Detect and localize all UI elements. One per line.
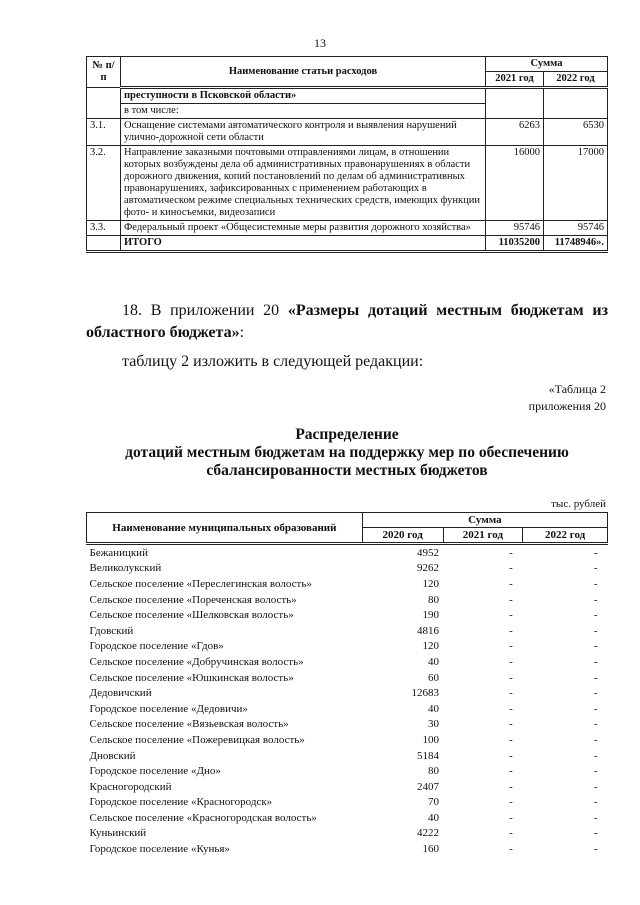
- value-2021: -: [509, 733, 513, 746]
- value-2020: 120: [422, 640, 440, 653]
- table-row: [87, 670, 608, 686]
- value-2022: -: [593, 843, 598, 856]
- value-2022: -: [593, 562, 598, 575]
- value-2022: -: [593, 780, 598, 793]
- col-header-2022: 2022 год: [544, 72, 608, 88]
- value-2022: -: [593, 624, 598, 637]
- col-header-municipality: Наименование муниципальных образований: [87, 513, 363, 544]
- value-2020: 12683: [411, 687, 440, 700]
- value-2020: 100: [422, 733, 440, 746]
- value-2022: -: [593, 733, 598, 746]
- value-2021: -: [509, 843, 513, 856]
- municipality-name: Сельское поселение «Шелковская волость»: [89, 609, 294, 622]
- value-2022: -: [593, 796, 598, 809]
- table-note-line2: приложения 20: [528, 399, 606, 413]
- table-row: [87, 623, 608, 639]
- value-2022: -: [593, 811, 598, 824]
- municipality-name: Сельское поселение «Вязьевская волость»: [89, 718, 289, 731]
- municipality-name: Дедовичский: [89, 687, 152, 700]
- table-row: [87, 826, 608, 842]
- table-row: [87, 685, 608, 701]
- municipality-name: Сельское поселение «Юшкинская волость»: [89, 671, 294, 684]
- value-2020: 40: [428, 702, 440, 715]
- municipality-name: Куньинский: [89, 827, 147, 840]
- col-header-sum: Сумма: [362, 513, 607, 528]
- value-2021: -: [509, 702, 513, 715]
- municipality-name: Сельское поселение «Красногородская волость»: [89, 811, 317, 824]
- col-header-sum: Сумма: [486, 57, 608, 72]
- value-2022: -: [593, 609, 598, 622]
- table-row: [87, 732, 608, 748]
- value-2020: 40: [428, 811, 440, 824]
- table-row: [87, 763, 608, 779]
- value-2020: 70: [428, 796, 440, 809]
- value-2021: -: [509, 546, 513, 559]
- paragraph-18-suffix: :: [239, 324, 245, 341]
- total-label: ИТОГО: [121, 236, 486, 252]
- continuation-text: преступности в Псковской области»: [121, 88, 486, 104]
- table-row: [87, 592, 608, 608]
- table-row: [87, 607, 608, 623]
- row-num: 3.1.: [87, 119, 121, 146]
- row-value-2021: 95746: [486, 221, 544, 236]
- value-2021: -: [509, 671, 513, 684]
- value-2022: -: [593, 593, 598, 606]
- subsidy-table: [86, 512, 608, 857]
- expense-table: [86, 56, 608, 253]
- municipality-name: Городское поселение «Гдов»: [89, 640, 224, 653]
- value-2021: -: [509, 811, 513, 824]
- row-num: 3.2.: [87, 146, 121, 221]
- page-number: 13: [314, 36, 326, 50]
- total-2021: 11035200: [486, 236, 544, 252]
- col-header-name: Наименование статьи расходов: [121, 57, 486, 88]
- value-2020: 120: [422, 577, 440, 590]
- table-row: [87, 639, 608, 655]
- value-2022: -: [593, 827, 598, 840]
- value-2020: 2407: [417, 780, 440, 793]
- col-header-2020: 2020 год: [362, 528, 443, 544]
- municipality-name: Сельское поселение «Переслегинская волость»: [89, 577, 312, 590]
- value-2021: -: [509, 827, 513, 840]
- value-2022: -: [593, 765, 598, 778]
- paragraph-18-bold: «Размеры дотаций местным бюджетам из областного бюджета»: [86, 302, 608, 341]
- paragraph-table-instruction: таблицу 2 изложить в следующей редакции:: [122, 353, 424, 370]
- value-2022: -: [593, 671, 598, 684]
- value-2020: 160: [422, 843, 440, 856]
- including-label: в том числе:: [121, 104, 486, 119]
- value-2020: 40: [428, 655, 440, 668]
- value-2020: 4952: [417, 546, 440, 559]
- table-row: [87, 561, 608, 577]
- value-2020: 80: [428, 593, 440, 606]
- units-label: тыс. рублей: [551, 498, 606, 510]
- table-row: [87, 779, 608, 795]
- value-2020: 190: [422, 609, 440, 622]
- municipality-name: Бежаницкий: [89, 546, 148, 559]
- municipality-name: Городское поселение «Дедовичи»: [89, 702, 248, 715]
- value-2021: -: [509, 718, 513, 731]
- value-2021: -: [509, 655, 513, 668]
- value-2021: -: [509, 640, 513, 653]
- row-value-2022: 95746: [544, 221, 608, 236]
- municipality-name: Городское поселение «Красногородск»: [89, 796, 273, 809]
- value-2021: -: [509, 624, 513, 637]
- value-2020: 4816: [417, 624, 440, 637]
- value-2020: 80: [428, 765, 440, 778]
- value-2020: 4222: [417, 827, 440, 840]
- municipality-name: Городское поселение «Кунья»: [89, 843, 230, 856]
- paragraph-18: [86, 300, 608, 344]
- value-2022: -: [593, 577, 598, 590]
- value-2021: -: [509, 562, 513, 575]
- value-2020: 5184: [417, 749, 440, 762]
- value-2021: -: [509, 780, 513, 793]
- table-row: [87, 88, 608, 104]
- value-2020: 60: [428, 671, 440, 684]
- table-row: [87, 544, 608, 561]
- table-row: [87, 717, 608, 733]
- value-2021: -: [509, 796, 513, 809]
- row-num: 3.3.: [87, 221, 121, 236]
- value-2020: 30: [428, 718, 440, 731]
- heading-line2: дотаций местным бюджетам на поддержку мер по обеспечению: [125, 444, 569, 461]
- total-row: [87, 236, 608, 252]
- table-row: [87, 748, 608, 764]
- value-2021: -: [509, 577, 513, 590]
- municipality-name: Дновский: [89, 749, 136, 762]
- municipality-name: Красногородский: [89, 780, 172, 793]
- row-value-2022: 17000: [544, 146, 608, 221]
- municipality-name: Сельское поселение «Добручинская волость»: [89, 655, 304, 668]
- value-2022: -: [593, 687, 598, 700]
- value-2021: -: [509, 609, 513, 622]
- value-2022: -: [593, 702, 598, 715]
- row-value-2022: 6530: [544, 119, 608, 146]
- table-row: [87, 576, 608, 592]
- value-2021: -: [509, 765, 513, 778]
- paragraph-18-prefix: 18. В приложении 20: [122, 302, 288, 319]
- table-row: [87, 221, 608, 236]
- row-value-2021: 6263: [486, 119, 544, 146]
- table-row: [87, 146, 608, 221]
- total-2022: 11748946».: [544, 236, 608, 252]
- col-header-2021: 2021 год: [486, 72, 544, 88]
- table-row: [87, 841, 608, 857]
- municipality-name: Сельское поселение «Пожеревицкая волость»: [89, 733, 305, 746]
- col-header-2022: 2022 год: [523, 528, 608, 544]
- municipality-name: Гдовский: [89, 624, 134, 637]
- value-2022: -: [593, 655, 598, 668]
- value-2022: -: [593, 640, 598, 653]
- municipality-name: Городское поселение «Дно»: [89, 765, 221, 778]
- col-header-2021: 2021 год: [443, 528, 523, 544]
- value-2022: -: [593, 749, 598, 762]
- table-row: [87, 119, 608, 146]
- value-2021: -: [509, 687, 513, 700]
- table-row: [87, 104, 608, 119]
- row-name: Направление заказными почтовыми отправлениями лицам, в отношении которых возбуждены дела об административных правонарушениях в области дорожного движения, копий постановлений по делам об административных правонарушениях, зафиксированных с применением работающих в автоматическом режиме специальных технических средств, имеющих функции фото- и киносъемки, видеозаписи: [121, 146, 486, 221]
- municipality-name: Великолукский: [89, 562, 162, 575]
- row-name: Оснащение системами автоматического контроля и выявления нарушений улично-дорожной сети области: [121, 119, 486, 146]
- table-note-line1: «Таблица 2: [548, 382, 606, 396]
- table-row: [87, 654, 608, 670]
- col-header-num: № п/п: [87, 57, 121, 88]
- value-2021: -: [509, 749, 513, 762]
- value-2022: -: [593, 718, 598, 731]
- municipality-name: Сельское поселение «Пореченская волость»: [89, 593, 297, 606]
- value-2020: 9262: [417, 562, 440, 575]
- table-row: [87, 795, 608, 811]
- table-heading: [86, 426, 608, 480]
- value-2022: -: [593, 546, 598, 559]
- heading-line3: сбалансированности местных бюджетов: [206, 462, 488, 479]
- heading-line1: Распределение: [295, 426, 399, 443]
- table-row: [87, 701, 608, 717]
- table-note: [529, 381, 606, 415]
- row-value-2021: 16000: [486, 146, 544, 221]
- table-row: [87, 810, 608, 826]
- row-name: Федеральный проект «Общесистемные меры развития дорожного хозяйства»: [121, 221, 486, 236]
- value-2021: -: [509, 593, 513, 606]
